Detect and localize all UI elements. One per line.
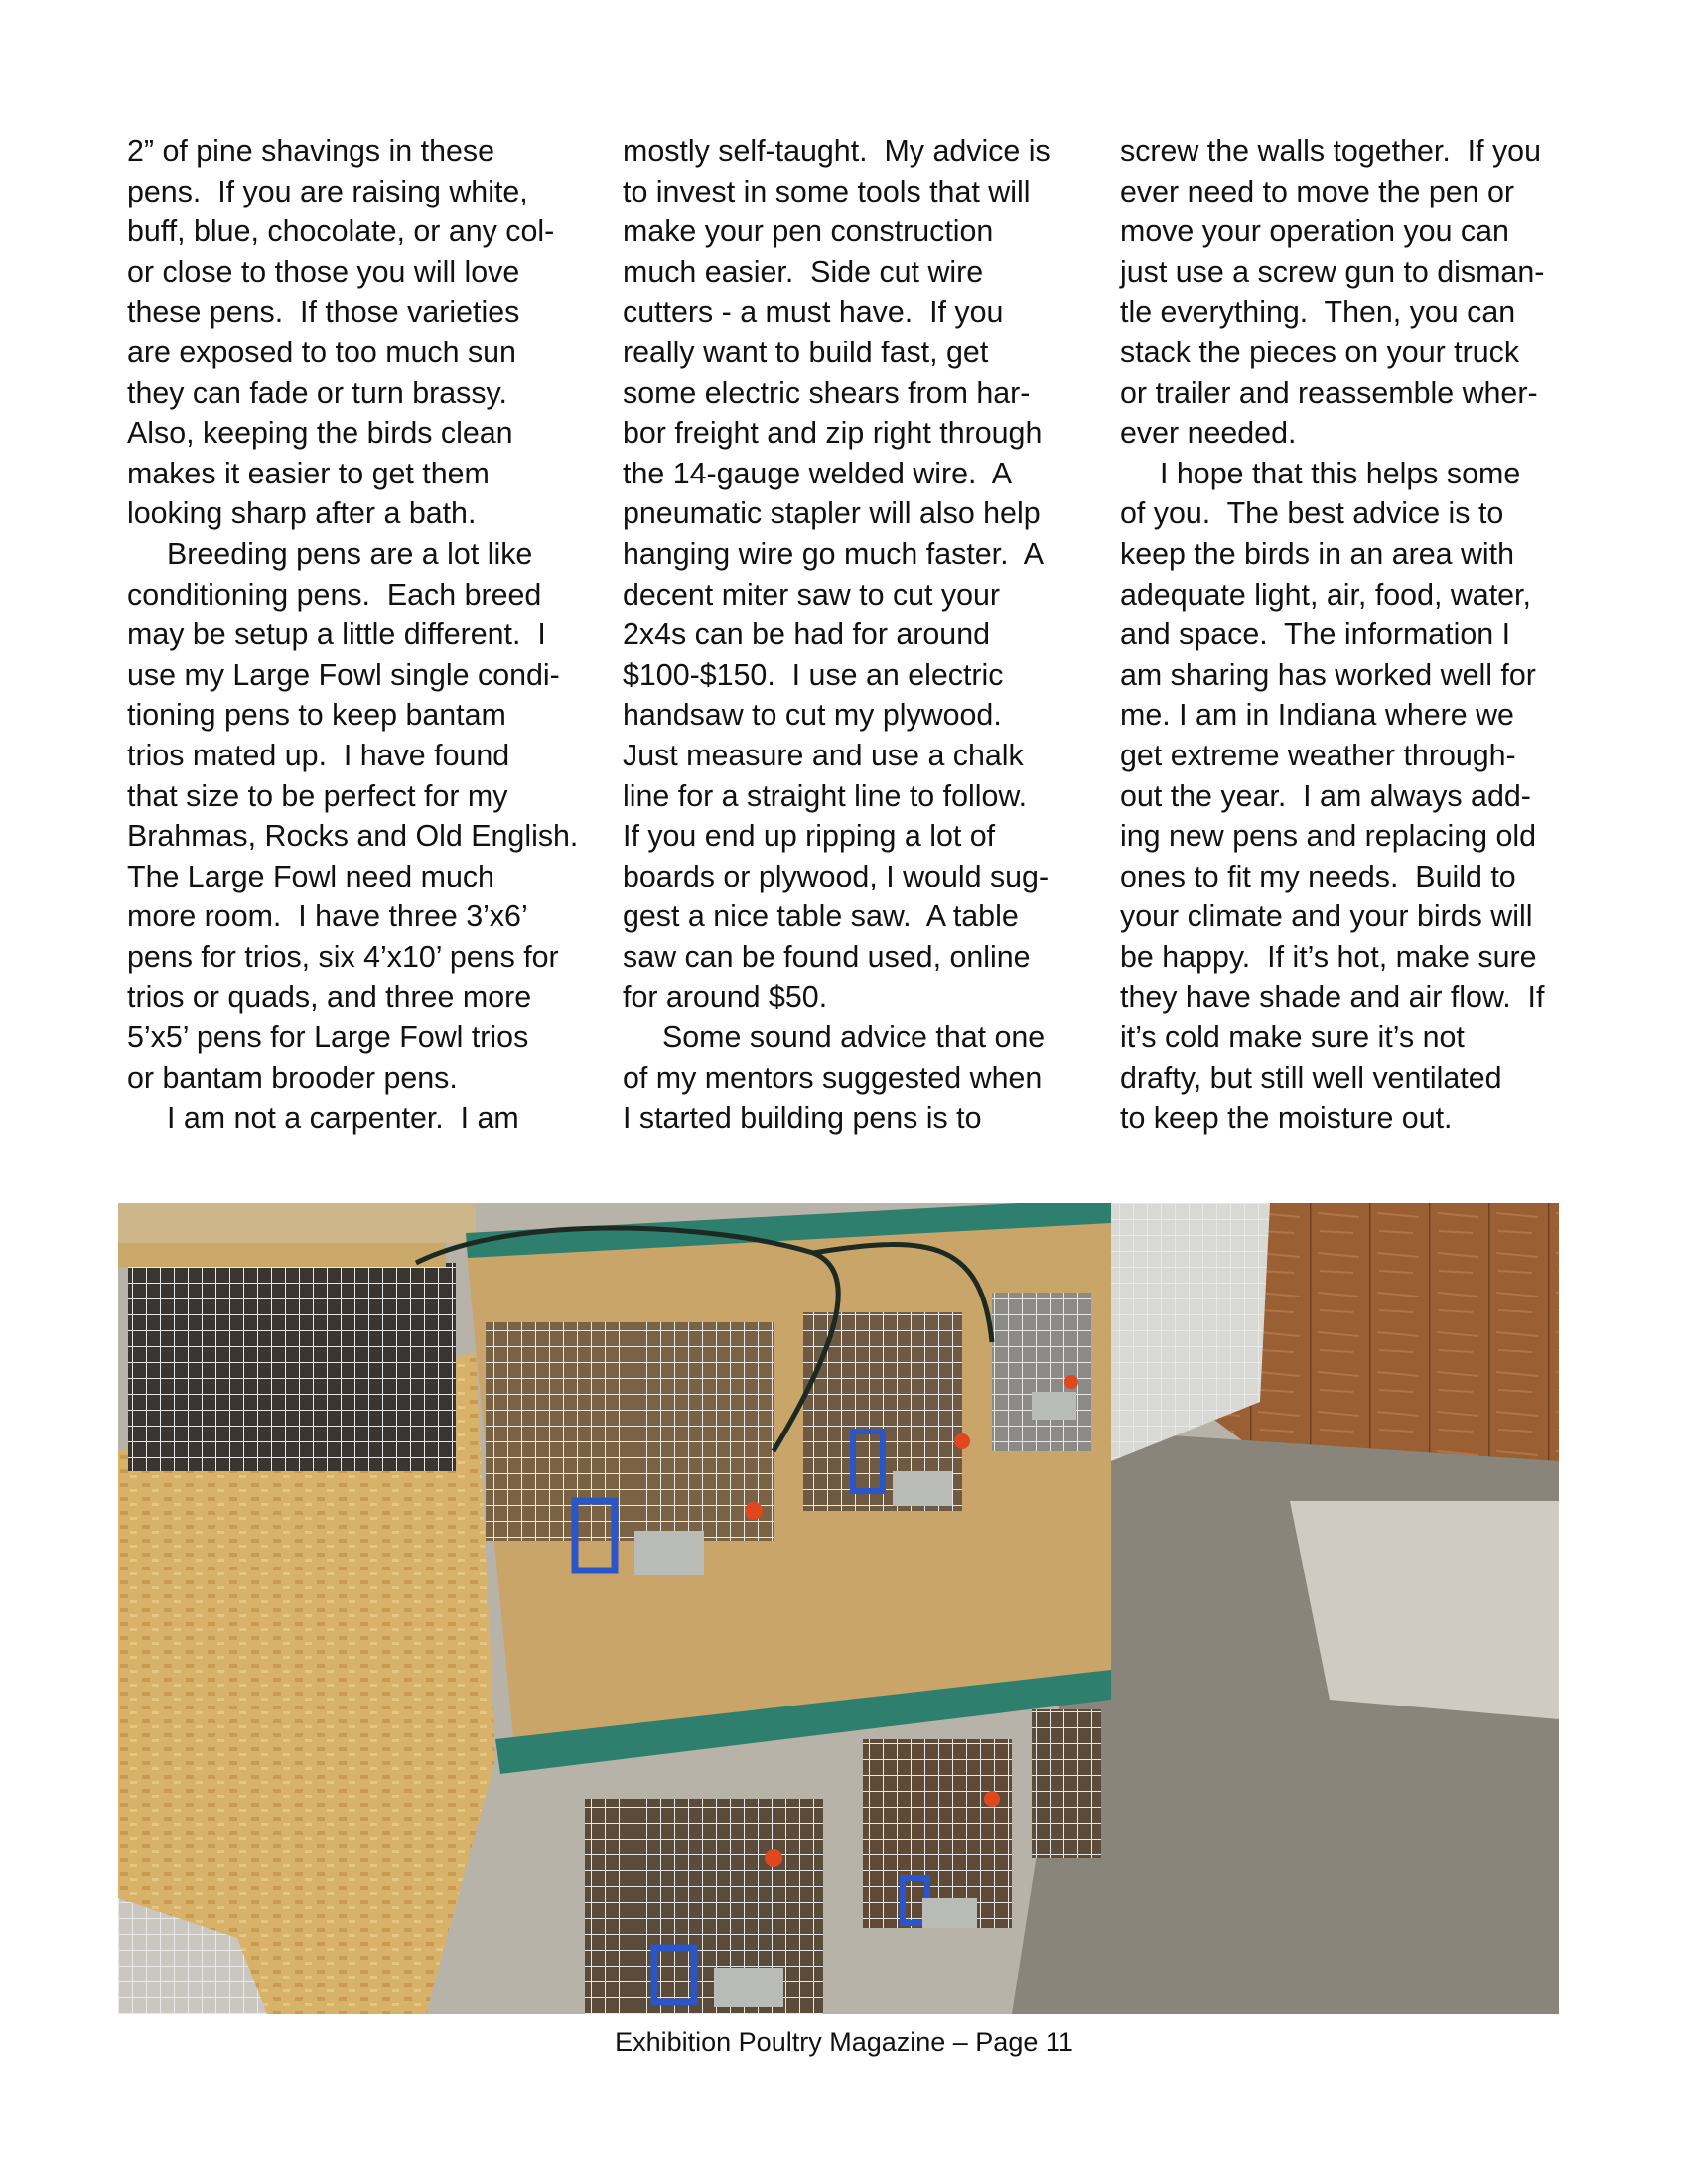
text-line: ever need to move the pen or (1120, 174, 1515, 208)
text-line: Some sound advice that one (662, 1021, 1046, 1055)
text-line: of my mentors suggested when (623, 1060, 1043, 1095)
text-line: your climate and your birds will (1120, 899, 1533, 934)
text-line: hanging wire go much faster. A (623, 536, 1045, 571)
text-line: ing new pens and replacing old (1120, 819, 1537, 854)
text-line: gest a nice table saw. A table (623, 899, 1019, 934)
text-line: drafty, but still well ventilated (1120, 1060, 1502, 1095)
text-line: for around $50. (623, 980, 828, 1015)
text-line: that size to be perfect for my (127, 778, 508, 813)
text-line: boards or plywood, I would sug- (623, 859, 1050, 893)
text-line: saw can be found used, online (623, 939, 1031, 974)
text-line: of you. The best advice is to (1120, 496, 1504, 531)
footer-text: Exhibition Poultry Magazine – Page 11 (615, 2027, 1073, 2057)
text-line: be happy. If it’s hot, make sure (1120, 939, 1537, 974)
text-line: Brahmas, Rocks and Old English. (127, 819, 579, 854)
text-line: to invest in some tools that will (623, 174, 1031, 208)
article-column-2 (623, 131, 1084, 1139)
text-line: to keep the moisture out. (1120, 1101, 1453, 1136)
text-line: much easier. Side cut wire (623, 254, 984, 289)
text-line: they can fade or turn brassy. (127, 375, 507, 410)
text-line: tle everything. Then, you can (1120, 295, 1516, 330)
text-line: 2” of pine shavings in these (127, 134, 494, 168)
text-line: 2x4s can be had for around (623, 617, 991, 652)
text-line: $100-$150. I use an electric (623, 657, 1004, 692)
text-line: are exposed to too much sun (127, 335, 516, 369)
text-line: I started building pens is to (623, 1101, 982, 1136)
text-line: really want to build fast, get (623, 335, 989, 369)
text-line: make your pen construction (623, 214, 994, 249)
text-line: and space. The information I (1120, 617, 1511, 652)
text-line: makes it easier to get them (127, 456, 490, 490)
text-line: stack the pieces on your truck (1120, 335, 1520, 369)
text-line: or trailer and reassemble wher- (1120, 375, 1538, 410)
text-line: just use a screw gun to disman- (1120, 254, 1545, 289)
text-line: me. I am in Indiana where we (1120, 698, 1514, 733)
text-line: mostly self-taught. My advice is (623, 134, 1051, 168)
text-line: out the year. I am always add- (1120, 778, 1531, 813)
text-line: the 14-gauge welded wire. A (623, 456, 1012, 490)
article-column-1 (127, 131, 589, 1139)
text-line: pens. If you are raising white, (127, 174, 528, 208)
text-line: get extreme weather through- (1120, 738, 1516, 772)
text-line: it’s cold make sure it’s not (1120, 1021, 1465, 1055)
text-line: buff, blue, chocolate, or any col- (127, 214, 555, 249)
text-line: may be setup a little different. I (127, 617, 546, 652)
text-line: keep the birds in an area with (1120, 536, 1515, 571)
text-line: trios mated up. I have found (127, 738, 510, 772)
text-line: tioning pens to keep bantam (127, 698, 506, 733)
text-line: more room. I have three 3’x6’ (127, 899, 528, 934)
text-line: Breeding pens are a lot like (167, 536, 533, 571)
text-line: handsaw to cut my plywood. (623, 698, 1002, 733)
article-column-3 (1120, 131, 1582, 1139)
text-line: some electric shears from har- (623, 375, 1031, 410)
poultry-pens-photo (118, 1203, 1559, 2014)
text-line: adequate light, air, food, water, (1120, 577, 1531, 612)
text-line: trios or quads, and three more (127, 980, 532, 1015)
text-line: ones to fit my needs. Build to (1120, 859, 1516, 893)
text-line: move your operation you can (1120, 214, 1509, 249)
text-line: screw the walls together. If you (1120, 134, 1541, 168)
text-line: am sharing has worked well for (1120, 657, 1536, 692)
text-line: Also, keeping the birds clean (127, 416, 513, 451)
text-line: I hope that this helps some (1160, 456, 1521, 490)
text-line: or bantam brooder pens. (127, 1060, 458, 1095)
text-line: pneumatic stapler will also help (623, 496, 1041, 531)
text-line: conditioning pens. Each breed (127, 577, 542, 612)
text-line: decent miter saw to cut your (623, 577, 1001, 612)
text-line: I am not a carpenter. I am (167, 1101, 519, 1136)
text-line: use my Large Fowl single condi- (127, 657, 560, 692)
page-footer (0, 2025, 1688, 2059)
text-line: Just measure and use a chalk (623, 738, 1024, 772)
text-line: bor freight and zip right through (623, 416, 1043, 451)
text-line: pens for trios, six 4’x10’ pens for (127, 939, 559, 974)
text-line: they have shade and air flow. If (1120, 980, 1545, 1015)
text-line: line for a straight line to follow. (623, 778, 1028, 813)
photo-illustration (118, 1203, 1559, 2014)
text-line: cutters - a must have. If you (623, 295, 1004, 330)
text-line: 5’x5’ pens for Large Fowl trios (127, 1021, 529, 1055)
text-line: or close to those you will love (127, 254, 520, 289)
text-line: The Large Fowl need much (127, 859, 494, 893)
text-line: looking sharp after a bath. (127, 496, 477, 531)
text-line: ever needed. (1120, 416, 1297, 451)
text-line: these pens. If those varieties (127, 295, 520, 330)
text-line: If you end up ripping a lot of (623, 819, 996, 854)
